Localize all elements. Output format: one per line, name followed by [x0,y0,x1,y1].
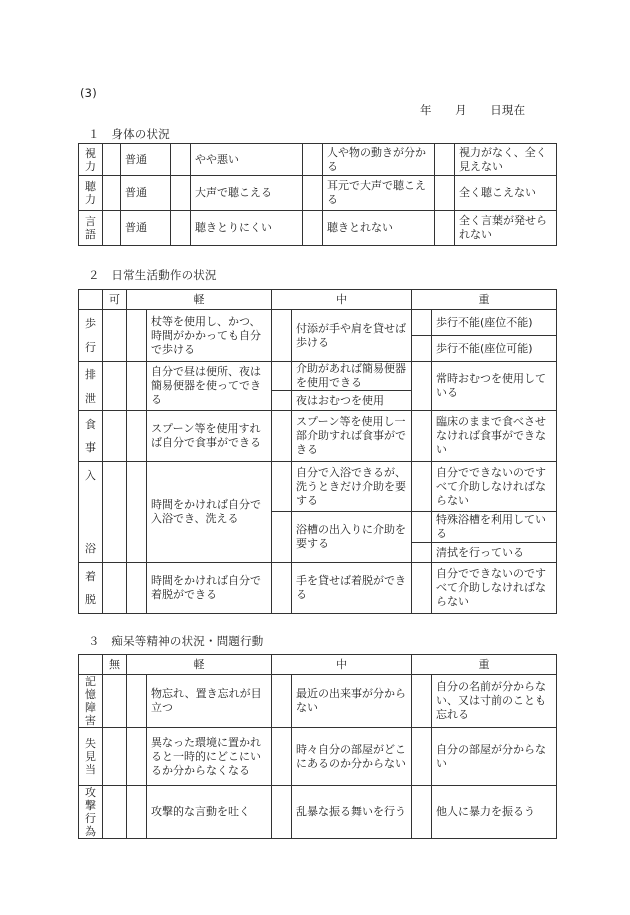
header-light: 軽 [127,290,272,310]
checkbox-cell[interactable] [412,310,432,336]
disorientation-severe: 自分の部屋が分からない [432,728,557,786]
meal-light: スプーン等を使用すれば自分で食事ができる [147,411,272,462]
date-line: 年 月 日現在 [420,103,526,117]
label-walk-2: 行 [85,341,96,354]
checkbox-cell[interactable] [103,211,121,246]
option-level-3: 耳元で大声で聴こえる [323,176,435,211]
section-number: (3) [80,86,97,100]
row-bathing [79,462,557,512]
option-level-4: 視力がなく、全く見えない [455,144,557,176]
memory-severe: 自分の名前が分からない、又は寸前のことも忘れる [432,675,557,728]
row-disorientation [79,728,557,786]
checkbox-cell[interactable] [103,563,127,614]
row-hearing [79,176,557,211]
checkbox-cell[interactable] [412,462,432,512]
meal-medium: スプーン等を使用し一部介助すれば食事ができる [292,411,412,462]
bath-light: 時間をかければ自分で入浴でき、洗える [147,462,272,563]
label-bath-2: 浴 [85,542,96,555]
checkbox-cell[interactable] [103,176,121,211]
memory-medium: 最近の出来事が分からない [292,675,412,728]
checkbox-cell[interactable] [127,728,147,786]
disorientation-medium: 時々自分の部屋がどこにあるのか分からない [292,728,412,786]
checkbox-cell[interactable] [435,144,455,176]
option-level-4: 全く言葉が発せられない [455,211,557,246]
adl-header-row [79,290,557,310]
bath-severe-2: 特殊浴槽を利用している [432,512,557,543]
option-level-2: やや悪い [191,144,303,176]
checkbox-cell[interactable] [412,675,432,728]
option-level-3: 人や物の動きが分かる [323,144,435,176]
row-aggression [79,786,557,839]
header-severe: 重 [412,290,557,310]
checkbox-cell[interactable] [127,462,147,563]
header-medium: 中 [272,655,412,675]
header-possible: 可 [103,290,127,310]
checkbox-cell[interactable] [412,563,432,614]
label-bath-1: 入 [85,469,96,482]
checkbox-cell[interactable] [103,786,127,839]
checkbox-cell[interactable] [412,336,432,362]
section-1-title: １ 身体の状況 [88,127,170,141]
body-status-table [78,143,557,246]
label-meal-1: 食 [85,418,96,431]
bath-severe-1: 自分でできないのですべて介助しなければならない [432,462,557,512]
checkbox-cell[interactable] [103,675,127,728]
section-3-title: ３ 痴呆等精神の状況・問題行動 [88,634,264,648]
checkbox-cell[interactable] [435,176,455,211]
header-none: 無 [103,655,127,675]
checkbox-cell[interactable] [303,211,323,246]
checkbox-cell[interactable] [272,411,292,462]
label-walk-1: 歩 [85,317,96,330]
header-medium: 中 [272,290,412,310]
checkbox-cell[interactable] [303,176,323,211]
label-dress-1: 着 [85,570,96,583]
walk-light: 杖等を使用し、かつ、時間がかかっても自分で歩ける [147,310,272,362]
checkbox-cell[interactable] [272,675,292,728]
checkbox-cell[interactable] [103,310,127,362]
bath-medium-2: 浴槽の出入りに介助を要する [292,512,412,563]
aggression-medium: 乱暴な振る舞いを行う [292,786,412,839]
checkbox-cell[interactable] [103,362,127,411]
option-level-2: 大声で聴こえる [191,176,303,211]
option-level-4: 全く聴こえない [455,176,557,211]
checkbox-cell[interactable] [127,675,147,728]
checkbox-cell[interactable] [272,512,292,563]
row-label: 攻撃行為 [79,786,103,839]
dress-severe: 自分でできないのですべて介助しなければならない [432,563,557,614]
row-memory [79,675,557,728]
checkbox-cell[interactable] [103,144,121,176]
row-label: 視力 [79,144,103,176]
checkbox-cell[interactable] [412,512,432,543]
checkbox-cell[interactable] [103,411,127,462]
row-dressing [79,563,557,614]
row-vision [79,144,557,176]
meal-severe: 臨床のままで食べさせなければ食事ができない [432,411,557,462]
adl-table [78,289,557,614]
memory-light: 物忘れ、置き忘れが目立つ [147,675,272,728]
checkbox-cell[interactable] [127,362,147,411]
checkbox-cell[interactable] [412,362,432,411]
checkbox-cell[interactable] [412,543,432,563]
label-meal-2: 事 [85,441,96,454]
checkbox-cell[interactable] [272,362,292,391]
checkbox-cell[interactable] [171,144,191,176]
checkbox-cell[interactable] [272,728,292,786]
mental-header-row [79,655,557,675]
checkbox-cell[interactable] [171,176,191,211]
option-normal: 普通 [121,176,171,211]
checkbox-cell[interactable] [171,211,191,246]
checkbox-cell[interactable] [127,411,147,462]
walk-medium: 付添が手や肩を貸せば歩ける [292,310,412,362]
row-speech [79,211,557,246]
checkbox-cell[interactable] [303,144,323,176]
row-meal [79,411,557,462]
checkbox-cell[interactable] [412,786,432,839]
row-label: 失見当 [79,728,103,786]
row-label: 言語 [79,211,103,246]
dress-medium: 手を貸せば着脱ができる [292,563,412,614]
header-severe: 重 [412,655,557,675]
checkbox-cell[interactable] [103,728,127,786]
checkbox-cell[interactable] [272,563,292,614]
option-level-2: 聴きとりにくい [191,211,303,246]
checkbox-cell[interactable] [103,462,127,563]
option-level-3: 聴きとれない [323,211,435,246]
section-2-title: ２ 日常生活動作の状況 [88,268,217,282]
walk-severe-1: 歩行不能(座位不能) [432,310,557,336]
option-normal: 普通 [121,211,171,246]
mental-status-table [78,654,557,839]
excrete-medium-2: 夜はおむつを使用 [292,391,412,411]
header-light: 軽 [127,655,272,675]
bath-medium-1: 自分で入浴できるが、洗うときだけ介助を要する [292,462,412,512]
label-dress-2: 脱 [85,593,96,606]
walk-severe-2: 歩行不能(座位可能) [432,336,557,362]
label-excrete-1: 排 [85,367,96,381]
excrete-severe: 常時おむつを使用している [432,362,557,411]
row-label: 記憶障害 [79,675,103,728]
row-label: 聴力 [79,176,103,211]
checkbox-cell[interactable] [272,786,292,839]
excrete-medium-1: 介助があれば簡易便器を使用できる [292,362,412,391]
checkbox-cell[interactable] [127,310,147,362]
checkbox-cell[interactable] [435,211,455,246]
checkbox-cell[interactable] [272,462,292,512]
checkbox-cell[interactable] [272,391,292,411]
row-excretion [79,362,557,391]
checkbox-cell[interactable] [412,728,432,786]
aggression-light: 攻撃的な言動を吐く [147,786,272,839]
row-walking [79,310,557,336]
checkbox-cell[interactable] [412,411,432,462]
excrete-light: 自分で昼は便所、夜は簡易便器を使ってできる [147,362,272,411]
checkbox-cell[interactable] [127,786,147,839]
option-normal: 普通 [121,144,171,176]
dress-light: 時間をかければ自分で着脱ができる [147,563,272,614]
bath-severe-3: 清拭を行っている [432,543,557,563]
disorientation-light: 異なった環境に置かれると一時的にどこにいるか分からなくなる [147,728,272,786]
label-excrete-2: 泄 [85,391,96,405]
checkbox-cell[interactable] [127,563,147,614]
aggression-severe: 他人に暴力を振るう [432,786,557,839]
checkbox-cell[interactable] [272,310,292,362]
